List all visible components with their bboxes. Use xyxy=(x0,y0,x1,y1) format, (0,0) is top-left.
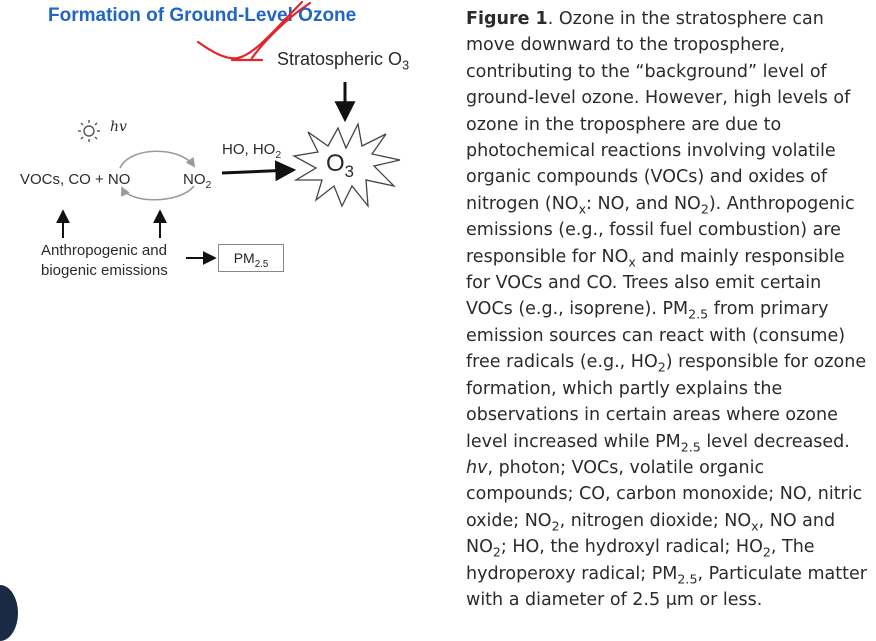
figure-title: Formation of Ground-Level Ozone xyxy=(48,5,357,26)
radicals-label: HO, $HO_2$ xyxy=(222,141,282,161)
ozone-label: $O_3$ xyxy=(326,150,355,181)
no2-label: $NO_2$ xyxy=(183,171,212,191)
pm25-box: $PM_{2.5}$ xyxy=(218,244,284,272)
sun-icon xyxy=(78,120,100,142)
precursors-label: VOCs, CO + NO xyxy=(20,171,131,188)
cycle-arrow-top xyxy=(120,151,194,168)
figure-label: Figure 1 xyxy=(466,9,548,29)
photon-label: hv xyxy=(110,119,127,135)
stratospheric-o3-label: Stratospheric $O_3$ xyxy=(277,49,410,73)
emissions-label: Anthropogenic and biogenic emissions xyxy=(41,242,168,279)
arrow-to-ozone xyxy=(222,170,292,173)
figure-caption: Figure 1. Ozone in the stratosphere can move downward to the troposphere, contributing to the “background” level of ground-level ozone. However, high levels of ozone in the troposphere are due to photochemical reactions involving volatile organic compounds (VOCs) and oxides of nitrogen ($NO_x$: NO, and $NO_2$). Anthropogenic emissions (e.g., fossil fuel combustion) are responsible for $NO_x$ and mainly responsible for VOCs and CO. Trees also emit certain VOCs (e.g., isoprene). $PM_{2.5}$ from primary emission sources can react with (consume) free radicals (e.g., $HO_2$) responsible for ozone formation, which partly explains the observations in certain areas where ozone level increased while $PM_{2.5}$ level decreased. hv, photon; VOCs, volatile organic compounds; CO, carbon monoxide; NO, nitric oxide; $NO_2$, nitrogen dioxide; $NO_x$, NO and $NO_2$; HO, the hydroxyl radical; $HO_2$, The hydroperoxy radical; $PM_{2.5}$, Particulate matter with a diameter of 2.5 μm or less. xyxy=(466,9,867,610)
